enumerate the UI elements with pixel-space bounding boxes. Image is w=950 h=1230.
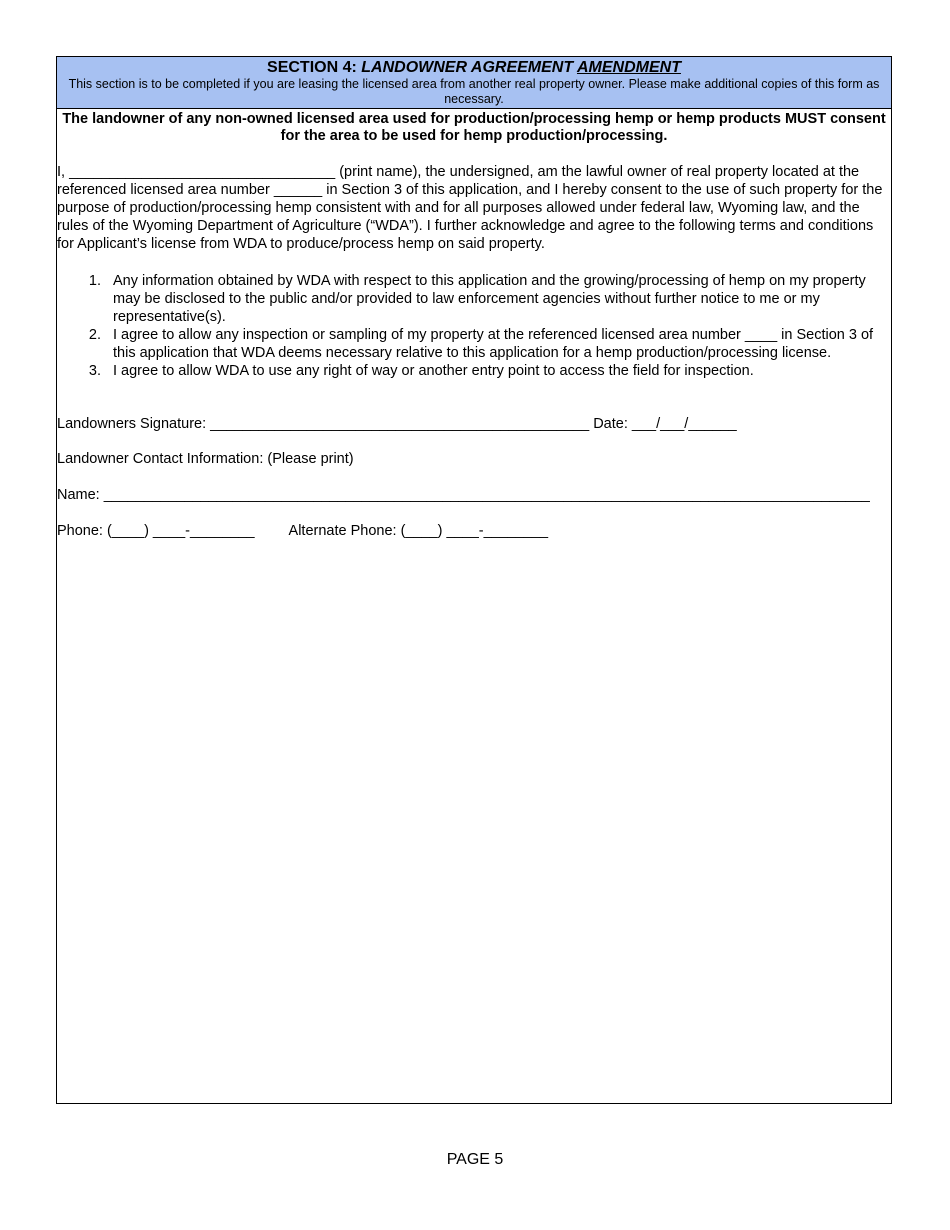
term-text: Any information obtained by WDA with respect to this application and the growing/processing of hemp on my property may be disclosed to the public and/or provided to law enforcement agencies without further notice to me or my representative(s). xyxy=(113,273,866,325)
terms-list-item xyxy=(57,272,891,326)
name-line[interactable]: Name: _______________________________________________________________________________________________ xyxy=(57,487,870,503)
section-title-emphasis: AMENDMENT xyxy=(576,59,681,76)
terms-list-item xyxy=(57,362,891,380)
signature-date-line[interactable]: Landowners Signature: _______________________________________________ Date: ___/___/______ xyxy=(57,416,737,432)
term-text: I agree to allow any inspection or sampling of my property at the referenced licensed area number ____ in Section 3 of this application that WDA deems necessary relative to this application for a hemp production/processing license. xyxy=(113,327,874,361)
term-number: 3. xyxy=(88,363,101,379)
page-number: PAGE 5 xyxy=(446,1151,504,1168)
section-subtitle: This section is to be completed if you are leasing the licensed area from another real property owner. Please make additional copies of this form as necessary. xyxy=(68,77,880,106)
terms-list-item xyxy=(57,326,891,362)
term-number: 2. xyxy=(88,327,101,343)
alternate-phone-line[interactable]: Alternate Phone: (____) ____-________ xyxy=(288,523,549,539)
terms-list xyxy=(57,272,891,380)
phone-line[interactable]: Phone: (____) ____-________ xyxy=(57,523,255,539)
consent-paragraph: I, _________________________________ (print name), the undersigned, am the lawful owner of real property located at the referenced licensed area number ______ in Section 3 of this application, and I hereby consent to the use of such property for the purpose of production/processing hemp consistent with and for all purposes allowed under federal law, Wyoming law, and the rules of the Wyoming Department of Agriculture (“WDA”). I further acknowledge and agree to the following terms and conditions for Applicant’s license from WDA to produce/process hemp on said property. xyxy=(57,164,883,252)
consent-notice: The landowner of any non-owned licensed area used for production/processing hemp or hemp products MUST consent for the area to be used for hemp production/processing. xyxy=(62,111,886,144)
phone-row xyxy=(57,522,891,540)
section-header xyxy=(57,57,891,109)
term-number: 1. xyxy=(88,273,101,289)
contact-info-heading: Landowner Contact Information: (Please print) xyxy=(57,451,354,467)
section-title-prefix: SECTION 4: xyxy=(267,59,362,76)
form-section-frame xyxy=(56,56,892,1104)
section-title xyxy=(59,58,889,77)
term-text: I agree to allow WDA to use any right of way or another entry point to access the field for inspection. xyxy=(113,363,754,379)
section-title-main: LANDOWNER AGREEMENT xyxy=(361,59,577,76)
